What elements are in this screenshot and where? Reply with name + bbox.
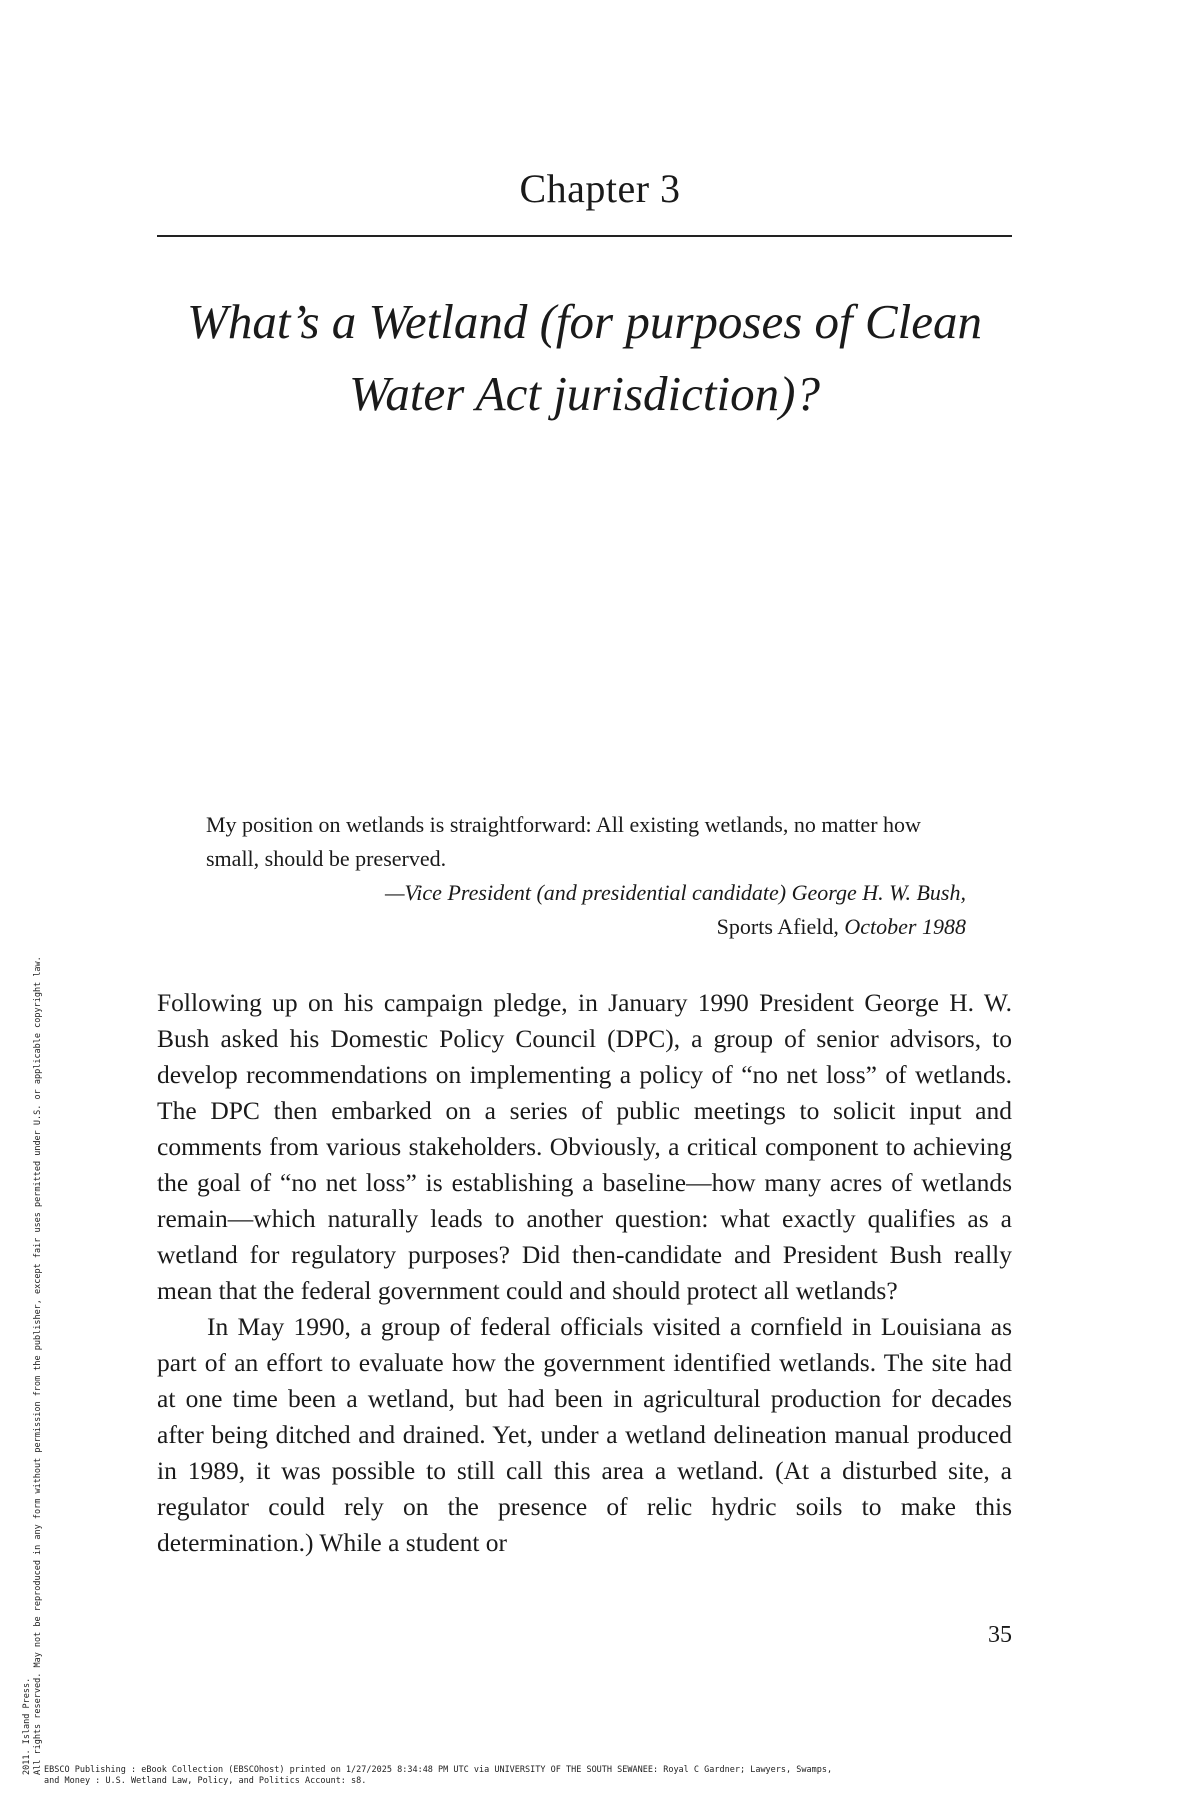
chapter-divider-rule: [157, 235, 1012, 237]
chapter-title: What’s a Wetland (for purposes of Clean Water Act jurisdiction)?: [187, 294, 982, 421]
body-paragraph: In May 1990, a group of federal officials visited a cornfield in Louisiana as part of an effort to evaluate how the government identified wetlands. The site had at one time been a wetland, but had been in agricultural production for decades after being ditched and drained. Yet, under a wetland delineation manual produced in 1989, it was possible to still call this area a wetland. (At a disturbed site, a regulator could rely on the presence of relic hydric soils to make this determination.) While a student or: [157, 1312, 1012, 1557]
epigraph-source-publication: Sports Afield,: [716, 914, 839, 939]
chapter-label: Chapter 3: [519, 166, 681, 211]
body-paragraph: Following up on his campaign pledge, in January 1990 President George H. W. Bush asked his Domestic Policy Council (DPC), a group of senior advisors, to develop recommendations on implementing a policy of “no net loss” of wetlands. The DPC then embarked on a series of public meetings to solicit input and comments from various stakeholders. Obviously, a critical component to achieving the goal of “no net loss” is establishing a baseline—how many acres of wetlands remain—which naturally leads to another question: what exactly qualifies as a wetland for regulatory purposes? Did then-candidate and President Bush really mean that the federal government could and should protect all wetlands?: [157, 988, 1012, 1305]
epigraph: [206, 808, 966, 944]
epigraph-quote: My position on wetlands is straightforward: All existing wetlands, no matter how small, should be preserved.: [206, 812, 921, 871]
watermark-bottom-line: and Money : U.S. Wetland Law, Policy, and Politics Account: s8.: [44, 1776, 367, 1786]
body-text: [157, 985, 1012, 1561]
watermark-side-line: 2011. Island Press.: [22, 1677, 32, 1775]
watermark-side-line: All rights reserved. May not be reproduced in any form without permission from the publisher, except fair uses permitted under U.S. or applicable copyright law.: [33, 956, 43, 1775]
copyright-watermark-side: [22, 956, 44, 1775]
watermark-bottom-line: EBSCO Publishing : eBook Collection (EBSCOhost) printed on 1/27/2025 8:34:48 PM UTC via UNIVERSITY OF THE SOUTH SEWANEE: Royal C Gardner; Lawyers, Swamps,: [44, 1765, 833, 1775]
epigraph-source: [206, 910, 966, 944]
epigraph-source-date: October 1988: [844, 914, 966, 939]
copyright-watermark-bottom: [44, 1765, 832, 1787]
epigraph-attribution: —Vice President (and presidential candidate) George H. W. Bush,: [384, 880, 966, 905]
page-number: 35: [988, 1622, 1012, 1648]
